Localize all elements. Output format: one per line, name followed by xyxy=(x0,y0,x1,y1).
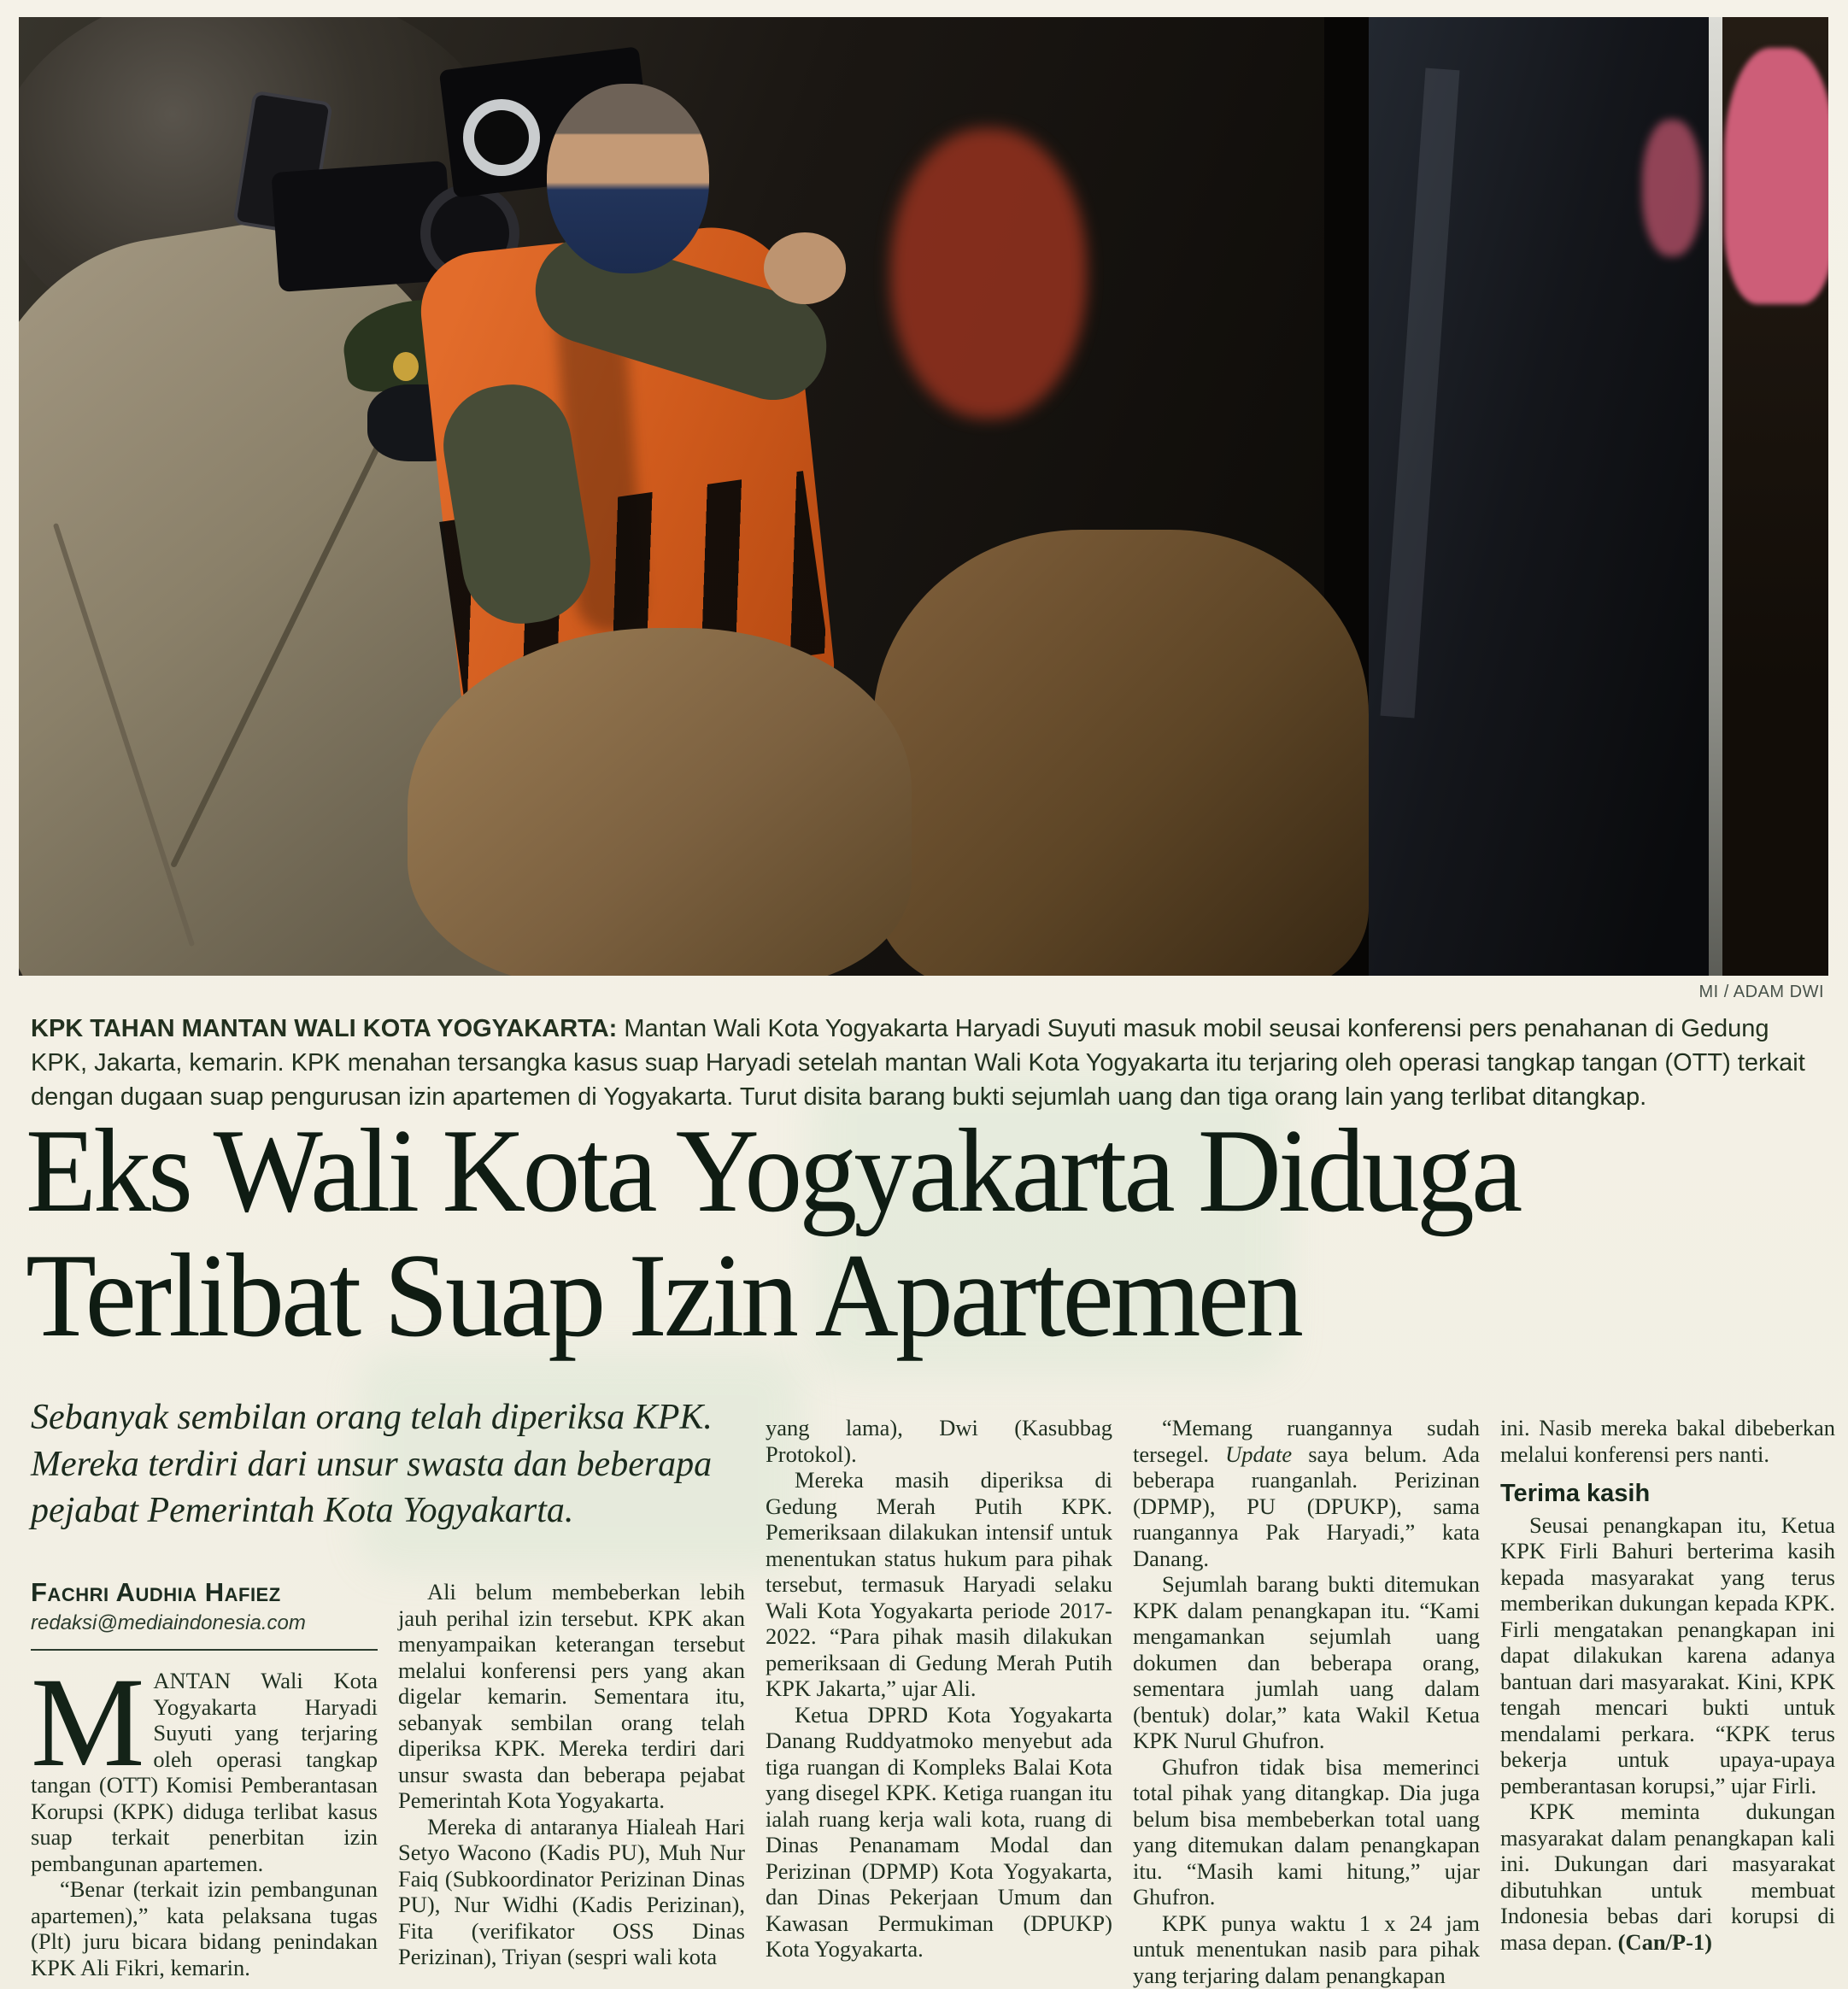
red-reflection-shape xyxy=(890,128,1087,419)
lens-ring-shape xyxy=(463,99,540,176)
body-paragraph: KPK punya waktu 1 x 24 jam untuk menentukan nasib para pihak yang terjaring dalam penangkapan xyxy=(1133,1910,1480,1988)
italic-word: Update xyxy=(1225,1440,1293,1467)
body-paragraph: Seusai penangkapan itu, Ketua KPK Firli Bahuri berterima kasih kepada masyarakat yang terus memberikan dukungan kepada KPK. Firli mengatakan penangkapan ini dapat dilakukan karena adanya bantuan dari masyarakat. Kini, KPK tengah mencari bukti untuk mendalami perkara. “KPK terus bekerja untuk upaya-upaya pemberantasan korupsi,” ujar Firli. xyxy=(1500,1511,1835,1798)
hand-shape xyxy=(764,232,846,304)
pink-bystander-shape xyxy=(1724,48,1828,304)
leather-seat-shape xyxy=(873,530,1369,976)
body-paragraph: ini. Nasib mereka bakal dibeberkan melalui konferensi pers nanti. xyxy=(1500,1415,1835,1467)
article-column-4 xyxy=(1133,1415,1480,1988)
pink-bystander-shape xyxy=(1642,120,1702,256)
body-paragraph: “Benar (terkait izin pembangunan apartemen),” kata pelaksana tugas (Plt) juru bicara bidang penindakan KPK Ali Fikri, kemarin. xyxy=(31,1876,378,1980)
body-paragraph xyxy=(31,1652,378,1876)
body-paragraph xyxy=(1133,1415,1480,1571)
body-paragraph: yang lama), Dwi (Kasubbag Protokol). xyxy=(766,1415,1112,1467)
headline-line-2: Terlibat Suap Izin Apartemen xyxy=(26,1229,1301,1362)
byline-email: redaksi@mediaindonesia.com xyxy=(31,1611,306,1634)
standfirst: Sebanyak sembilan orang telah diperiksa KPK. Mereka terdiri dari unsur swasta dan beberapa pejabat Pemerintah Kota Yogyakarta. xyxy=(31,1398,713,1531)
byline-rule xyxy=(31,1649,378,1651)
body-paragraph: Mereka masih diperiksa di Gedung Merah Putih KPK. Pemeriksaan dilakukan intensif untuk menentukan status hukum para pihak tersebut, termasuk Haryadi selaku Wali Kota Yogyakarta periode 2017-2022. “Para pihak masih dilakukan pemeriksaan di Gedung Merah Putih KPK Jakarta,” ujar Ali. xyxy=(766,1467,1112,1701)
paragraph-text: “Memang ruangannya sudah tersegel. xyxy=(1133,1415,1480,1467)
article-column-5 xyxy=(1500,1415,1835,1955)
paragraph-text: saya belum. Ada beberapa ruanganlah. Perizinan (DPMP), PU (DPUKP), sama ruangannya Pak Haryadi,” kata Danang. xyxy=(1133,1440,1480,1571)
body-paragraph: Ali belum membeberkan lebih jauh perihal izin tersebut. KPK akan menyampaikan keterangan tersebut melalui konferensi pers yang akan digelar kemarin. Sementara itu, sebanyak sembilan orang telah diperiksa KPK. Mereka terdiri dari unsur swasta dan beberapa pejabat Pemerintah Kota Yogyakarta. xyxy=(398,1579,745,1813)
paragraph-text: KPK meminta dukungan masyarakat dalam penangkapan kali ini. Dukungan dari masyarakat dibutuhkan untuk membuat Indonesia bebas dari korupsi di masa depan. xyxy=(1500,1798,1835,1955)
section-subhead: Terima kasih xyxy=(1500,1480,1651,1507)
body-paragraph: Mereka di antaranya Hialeah Hari Setyo Wacono (Kadis PU), Muh Nur Faiq (Subkoordinator Perizinan Dinas PU), Nur Widhi (Kadis Perizinan), Fita (verifikator OSS Dinas Perizinan), Triyan (sespri wali kota xyxy=(398,1813,745,1969)
photo-caption xyxy=(31,1012,1828,1114)
byline xyxy=(31,1577,378,1651)
headline-line-1: Eks Wali Kota Yogyakarta Diduga xyxy=(26,1105,1520,1237)
byline-author: Fachri Audhia Hafiez xyxy=(31,1577,281,1607)
trousers-shape xyxy=(408,628,912,976)
article-column-2 xyxy=(398,1579,745,1970)
detainee-head-mask-shape xyxy=(547,84,709,273)
body-paragraph: Sejumlah barang bukti ditemukan KPK dalam penangkapan itu. “Kami mengamankan sejumlah uang dokumen dan beberapa orang, sementara jumlah uang dalam (bentuk) dolar,” kata Wakil Ketua KPK Nurul Ghufron. xyxy=(1133,1571,1480,1753)
drop-cap: M xyxy=(31,1652,145,1793)
chrome-trim-shape xyxy=(1709,17,1722,976)
paragraph-text: ANTAN Wali Kota Yogyakarta Haryadi Suyuti yang terjaring oleh operasi tangkap tangan (OTT) Komisi Pemberantasan Korupsi (KPK) diduga terlibat kasus suap terkait penerbitan izin pembangunan apartemen. xyxy=(31,1668,378,1876)
article-column-3 xyxy=(766,1415,1112,1963)
caption-lead-in: KPK TAHAN MANTAN WALI KOTA YOGYAKARTA: xyxy=(31,1015,618,1042)
body-paragraph: Ketua DPRD Kota Yogyakarta Danang Ruddyatmoko menyebut ada tiga ruangan di Kompleks Balai Kota yang disegel KPK. Ketiga ruangan itu ialah ruang kerja wali kota, ruang di Dinas Penanamam Modal dan Perizinan (DPMP) Kota Yogyakarta, dan Dinas Pekerjaan Umum dan Kawasan Permukiman (DPUKP) Kota Yogyakarta. xyxy=(766,1701,1112,1962)
author-sign-off: (Can/P-1) xyxy=(1617,1928,1713,1955)
headline xyxy=(26,1105,1791,1362)
body-paragraph xyxy=(1500,1798,1835,1955)
news-photo xyxy=(19,17,1828,976)
photo-credit: MI / ADAM DWI xyxy=(1698,983,1824,1001)
article-column-1 xyxy=(31,1652,378,1980)
caption-text: Mantan Wali Kota Yogyakarta Haryadi Suyuti masuk mobil seusai konferensi pers penahanan di Gedung KPK, Jakarta, kemarin. KPK menahan tersangka kasus suap Haryadi setelah mantan Wali Kota Yogyakarta itu terjaring oleh operasi tangkap tangan (OTT) terkait dengan dugaan suap pengurusan izin apartemen di Yogyakarta. Turut disita barang bukti sejumlah uang dan tiga orang lain yang terlibat ditangkap. xyxy=(31,1015,1805,1112)
police-badge-shape xyxy=(393,352,419,381)
body-paragraph: Ghufron tidak bisa memerinci total pihak yang ditangkap. Dia juga belum bisa membeberkan total uang yang ditemukan dalam penangkapan itu. “Masih kami hitung,” ujar Ghufron. xyxy=(1133,1753,1480,1910)
